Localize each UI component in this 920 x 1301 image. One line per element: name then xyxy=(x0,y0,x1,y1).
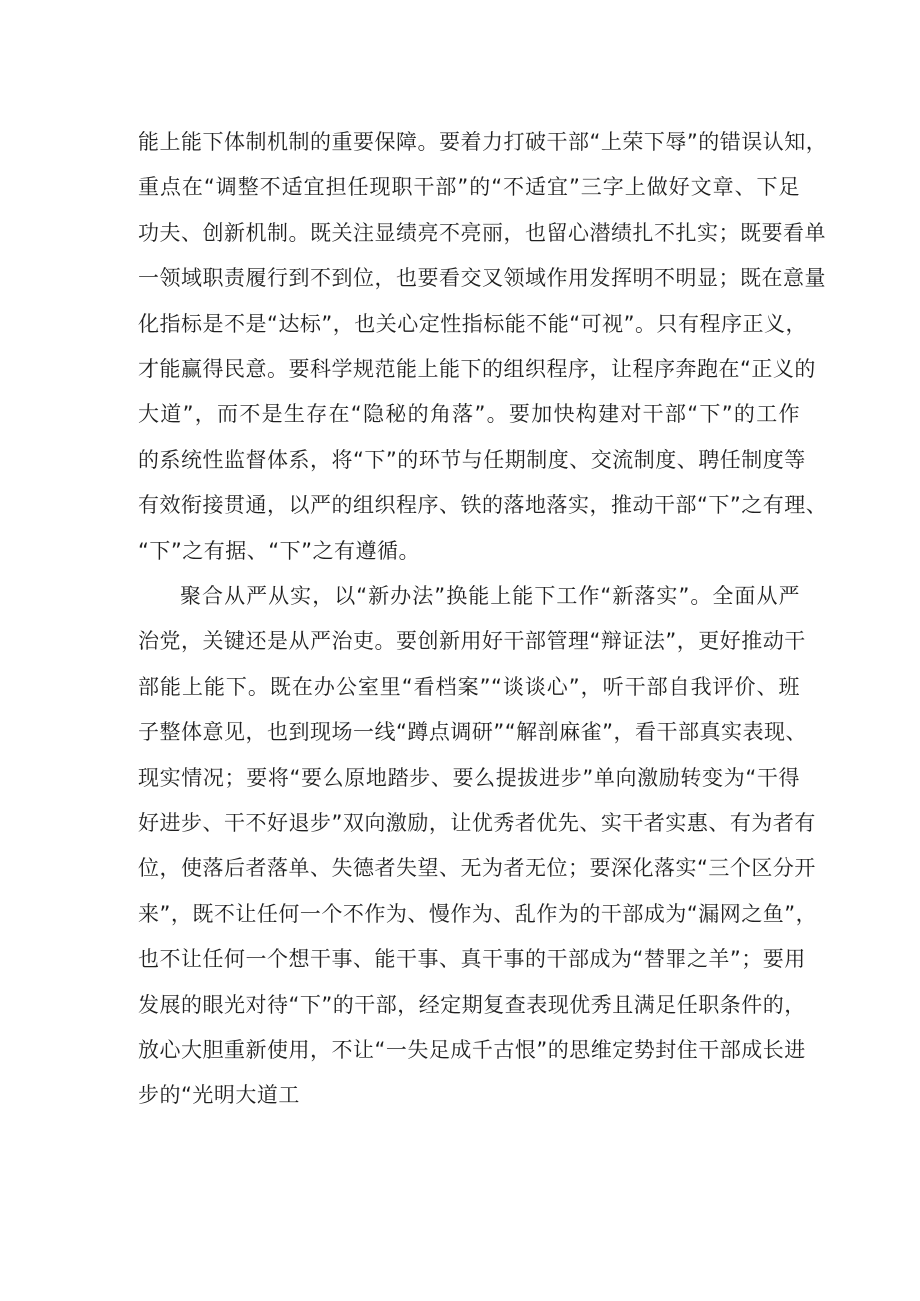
paragraph-2-line-1: 聚合从严从实，以“新办法”换能上能下工作“新落实”。全面从严 xyxy=(180,584,800,608)
paragraph-2-line-5: 现实情况；要将“要么原地踏步、要么提拔进步”单向激励转变为“干得 xyxy=(138,766,800,790)
paragraph-1-line-3: 功夫、创新机制。既关注显绩亮不亮丽，也留心潜绩扎不扎实；既要看单 xyxy=(138,221,826,245)
paragraph-1-line-6: 才能赢得民意。要科学规范能上能下的组织程序，让程序奔跑在“正义的 xyxy=(138,357,816,381)
paragraph-2-line-7: 位，使落后者落单、失德者失望、无为者无位；要深化落实“三个区分开 xyxy=(138,856,816,880)
paragraph-1-line-7: 大道”，而不是生存在“隐秘的角落”。要加快构建对干部“下”的工作 xyxy=(138,402,800,426)
paragraph-1-line-5: 化指标是不是“达标”，也关心定性指标能不能“可视”。只有程序正义， xyxy=(138,312,808,336)
paragraph-2-line-4: 子整体意见，也到现场一线“蹲点调研”“解剖麻雀”，看干部真实表现、 xyxy=(138,720,808,744)
paragraph-1-line-2: 重点在“调整不适宜担任现职干部”的“不适宜”三字上做好文章、下足 xyxy=(138,175,800,199)
paragraph-1-line-4: 一领域职责履行到不到位，也要看交叉领域作用发挥明不明显；既在意量 xyxy=(138,266,826,290)
paragraph-2-line-3: 部能上能下。既在办公室里“看档案”“谈谈心”，听干部自我评价、班 xyxy=(138,675,800,699)
paragraph-2-line-6: 好进步、干不好退步”双向激励，让优秀者优先、实干者实惠、有为者有 xyxy=(138,811,816,835)
paragraph-2-line-11: 放心大胆重新使用，不让“一失足成千古恨”的思维定势封住干部成长进 xyxy=(138,1038,806,1062)
paragraph-2-line-10: 发展的眼光对待“下”的干部，经定期复查表现优秀且满足任职条件的， xyxy=(138,993,806,1017)
paragraph-2-line-9: 也不让任何一个想干事、能干事、真干事的干部成为“替罪之羊”；要用 xyxy=(138,947,806,971)
paragraph-1-line-9: 有效衔接贯通，以严的组织程序、铁的落地落实，推动干部“下”之有理、 xyxy=(138,493,828,517)
paragraph-2-line-8: 来”，既不让任何一个不作为、慢作为、乱作为的干部成为“漏网之鱼”， xyxy=(138,902,818,926)
paragraph-2-line-2: 治党，关键还是从严治吏。要创新用好干部管理“辩证法”，更好推动干 xyxy=(138,629,806,653)
paragraph-1-line-8: 的系统性监督体系，将“下”的环节与任期制度、交流制度、聘任制度等 xyxy=(138,448,806,472)
paragraph-1-line-1: 能上能下体制机制的重要保障。要着力打破干部“上荣下辱”的错误认知， xyxy=(138,130,828,154)
paragraph-2-line-12: 步的“光明大道工 xyxy=(138,1083,300,1107)
paragraph-1-line-10: “下”之有据、“下”之有遵循。 xyxy=(138,539,421,563)
